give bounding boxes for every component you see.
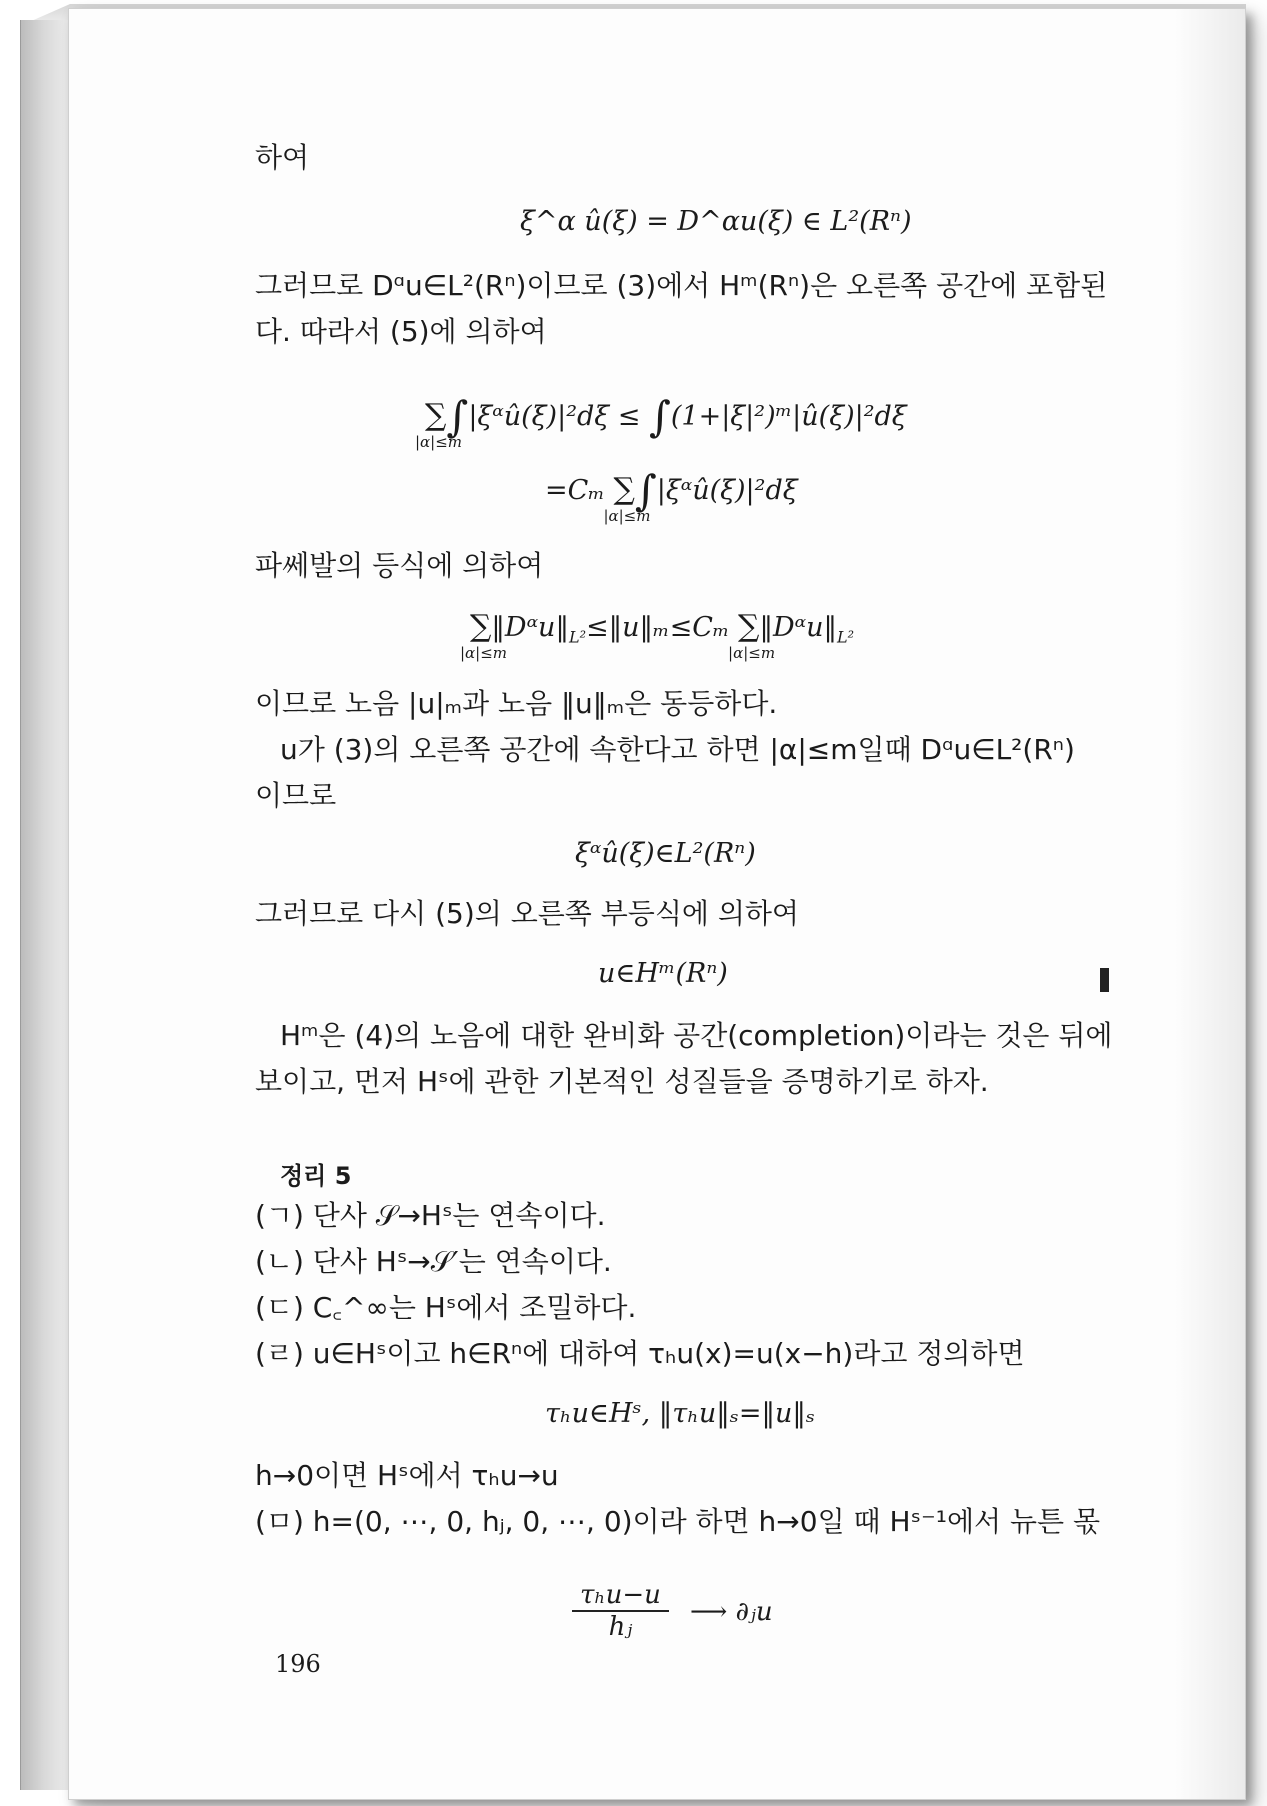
l2-subscript: L² [568,627,586,647]
integral-symbol: ∫ [634,466,657,515]
page-number: 196 [275,1650,321,1678]
equation-3-middle: ≤‖u‖ₘ≤Cₘ [586,612,730,643]
integral-symbol: ∫ [648,392,671,441]
text-line-8: 그러므로 다시 (5)의 오른쪽 부등식에 의하여 [255,897,799,930]
text-line-1: 하여 [255,141,310,174]
fraction-denominator: hⱼ [608,1612,633,1642]
equation-2a-right: (1+|ξ|²)ᵐ|û(ξ)|²dξ [670,401,907,432]
sum-subscript: |α|≤m [728,644,776,662]
theorem-heading: 정리 5 [280,1162,352,1190]
sum-symbol: ∑ |α|≤m [425,401,446,431]
theorem-item-4b: h→0이면 Hˢ에서 τₕu→u [255,1459,559,1492]
integral-symbol: ∫ [446,392,469,441]
sum-symbol: ∑ |α|≤m [738,612,759,642]
text-line-9: Hᵐ은 (4)의 노음에 대한 완비화 공간(completion)이라는 것은 뒤에 [280,1019,1113,1052]
sum-subscript: |α|≤m [415,433,463,451]
equation-3-left: ‖Dᵅu‖ [491,612,569,643]
newton-quotient [572,1580,669,1642]
text-line-10: 보이고, 먼저 Hˢ에 관한 기본적인 성질들을 증명하기로 하자. [255,1065,989,1098]
sum-symbol: ∑ |α|≤m [470,612,491,642]
text-line-2: 그러므로 Dᵅu∈L²(Rⁿ)이므로 (3)에서 Hᵐ(Rⁿ)은 오른쪽 공간에 포함된 [255,269,1108,302]
text-line-7: 이므로 [255,779,337,812]
equation-2a [415,392,907,451]
text-line-4: 파쎄발의 등식에 의하여 [255,549,544,582]
sum-symbol: ∑ |α|≤m [613,475,634,505]
text-line-3: 다. 따라서 (5)에 의하여 [255,315,547,348]
theorem-item-2: (ㄴ) 단사 Hˢ→𝒮′는 연속이다. [255,1245,612,1278]
equation-5: u∈Hᵐ(Rⁿ) [598,958,728,989]
equation-3-right: ‖Dᵅu‖ [759,612,837,643]
equation-2b-coef: =Cₘ [545,475,605,506]
equation-4: ξᵅû(ξ)∈L²(Rⁿ) [575,838,756,869]
equation-2a-left: |ξᵅû(ξ)|²dξ ≤ [468,401,649,432]
equation-6: τₕu∈Hˢ, ‖τₕu‖ₛ=‖u‖ₛ [545,1398,816,1429]
page-shade [1175,9,1245,1799]
text-line-5: 이므로 노음 |u|ₘ과 노음 ‖u‖ₘ은 동등하다. [255,687,778,720]
fraction-numerator: τₕu−u [572,1580,669,1612]
limit-arrow: ⟶ ∂ⱼu [690,1597,773,1627]
sum-subscript: |α|≤m [460,644,508,662]
equation-2b-right: |ξᵅû(ξ)|²dξ [656,475,798,506]
theorem-item-4: (ㄹ) u∈Hˢ이고 h∈Rⁿ에 대하여 τₕu(x)=u(x−h)라고 정의하면 [255,1337,1025,1370]
book-spine [20,20,71,1790]
equation-1: ξ^α û(ξ) = D^αu(ξ) ∈ L²(Rⁿ) [520,206,912,237]
theorem-item-5: (ㅁ) h=(0, ⋯, 0, hⱼ, 0, ⋯, 0)이라 하면 h→0일 때 Hˢ⁻¹에서 뉴튼 몫 [255,1505,1101,1538]
theorem-item-1: (ㄱ) 단사 𝒮→Hˢ는 연속이다. [255,1199,606,1232]
equation-2b [545,466,798,525]
l2-subscript: L² [836,627,855,647]
text-line-6: u가 (3)의 오른쪽 공간에 속한다고 하면 |α|≤m일때 Dᵅu∈L²(Rⁿ) [280,733,1075,766]
sum-subscript: |α|≤m [603,507,651,525]
qed-marker [1100,968,1109,992]
theorem-item-3: (ㄷ) C꜀^∞는 Hˢ에서 조밀하다. [255,1291,637,1324]
equation-3 [460,609,855,662]
